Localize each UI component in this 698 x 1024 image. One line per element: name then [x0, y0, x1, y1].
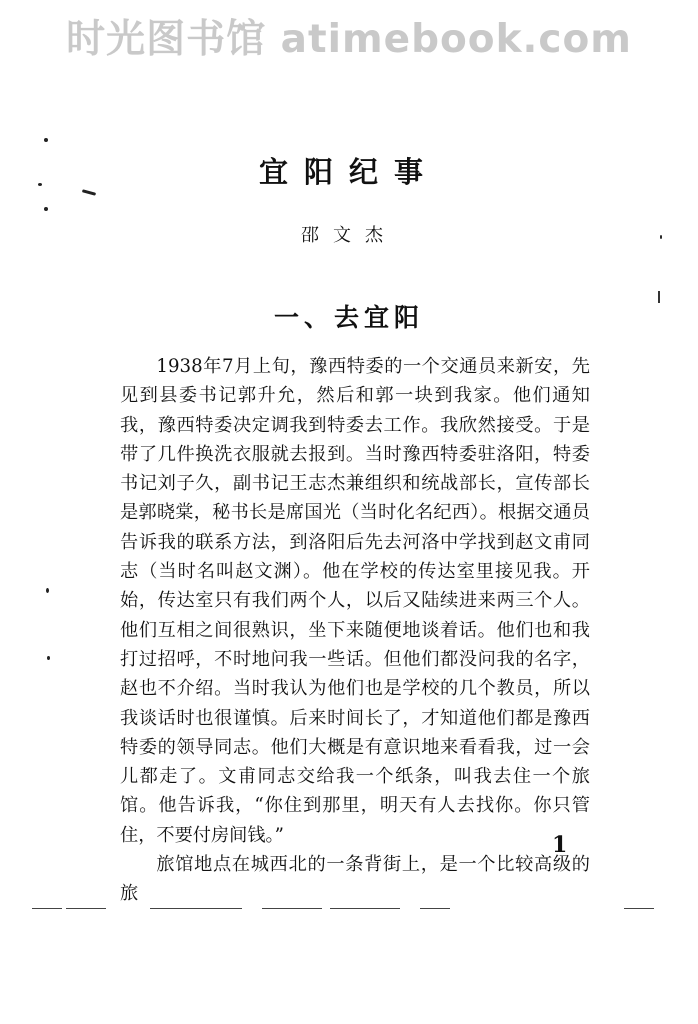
watermark: 时光图书馆 atimebook.com [66, 17, 632, 62]
scan-line [262, 908, 322, 909]
scan-line [32, 908, 62, 909]
scan-line [330, 908, 400, 909]
scan-mark [658, 291, 660, 303]
scan-speck [44, 207, 48, 211]
scan-line [624, 908, 654, 909]
article-title: 宜阳纪事 [258, 155, 439, 189]
scan-line [66, 908, 106, 909]
scan-line [420, 908, 450, 909]
article-author: 邵文杰 [301, 225, 397, 246]
scan-speck [46, 588, 49, 593]
scan-speck [44, 138, 48, 142]
scan-speck [660, 235, 662, 239]
article-body [120, 352, 590, 909]
scan-speck [38, 183, 42, 186]
section-title: 一、去宜阳 [273, 303, 424, 332]
scan-line [150, 908, 242, 909]
scan-speck [47, 656, 50, 660]
paragraph: 1938年7月上旬，豫西特委的一个交通员来新安，先见到县委书记郭升允，然后和郭一块到我家。他们通知我，豫西特委决定调我到特委去工作。我欣然接受。于是带了几件换洗衣服就去报到。当时豫西特委驻洛阳，特委书记刘子久，副书记王志杰兼组织和统战部长，宣传部长是郭晓棠，秘书长是席国光（当时化名纪西）。根据交通员告诉我的联系方法，到洛阳后先去河洛中学找到赵文甫同志（当时名叫赵文渊）。他在学校的传达室里接见我。开始，传达室只有我们两个人，以后又陆续进来两三个人。他们互相之间很熟识，坐下来随便地谈着话。他们也和我打过招呼，不时地问我一些话。但他们都没问我的名字，赵也不介绍。当时我认为他们也是学校的几个教员，所以我谈话时也很谨慎。后来时间长了，才知道他们都是豫西特委的领导同志。他们大概是有意识地来看看我，过一会儿都走了。文甫同志交给我一个纸条，叫我去住一个旅馆。他告诉我，“你住到那里，明天有人去找你。你只管住，不要付房间钱。” [120, 356, 590, 846]
paragraph: 旅馆地点在城西北的一条背街上，是一个比较高级的旅 [120, 854, 590, 905]
page-number: 1 [552, 832, 568, 858]
